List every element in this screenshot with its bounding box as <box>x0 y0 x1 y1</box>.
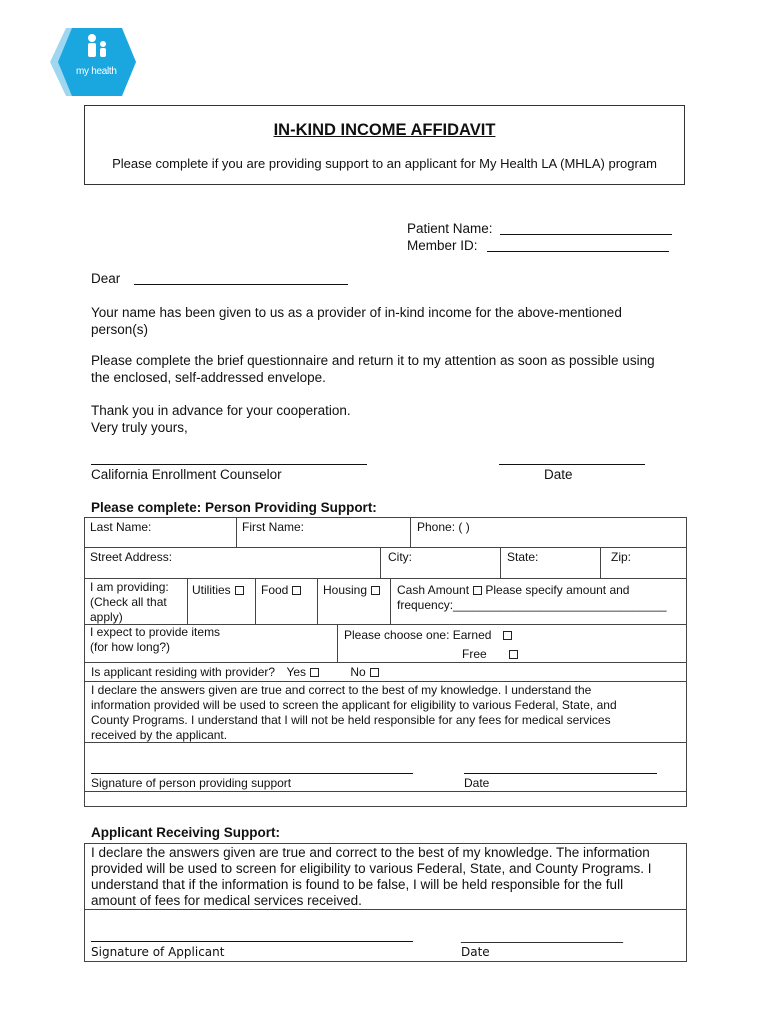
applicant-date-line[interactable]: ___________________________ <box>461 929 623 943</box>
food-option: Food <box>261 583 301 597</box>
frequency-field[interactable]: frequency:________________________________ <box>397 598 667 612</box>
applicant-signature-line[interactable] <box>91 941 413 942</box>
utilities-option: Utilities <box>192 583 244 597</box>
free-checkbox[interactable] <box>509 650 518 659</box>
state-label: State: <box>507 550 539 564</box>
logo-hexagon-icon <box>50 28 136 96</box>
patient-name-field[interactable] <box>500 234 672 235</box>
applicant-heading: Applicant Receiving Support: <box>91 825 281 840</box>
residing-question: Is applicant residing with provider? Yes No <box>91 665 379 679</box>
cash-option: Cash Amount Please specify amount and frequency:________________________________ <box>397 583 682 613</box>
my-health-la-logo <box>50 28 136 96</box>
cash-checkbox[interactable] <box>473 586 482 595</box>
patient-name-label: Patient Name: <box>407 221 493 236</box>
provider-signature-line[interactable] <box>91 773 413 774</box>
free-option: Free <box>462 647 518 661</box>
header-box <box>84 105 685 185</box>
providing-label: I am providing: (Check all that apply) <box>90 580 169 624</box>
no-checkbox[interactable] <box>370 668 379 677</box>
earned-checkbox[interactable] <box>503 631 512 640</box>
page-title: IN-KIND INCOME AFFIDAVIT <box>273 121 496 139</box>
earned-option: Please choose one: Earned <box>344 628 512 642</box>
first-name-label: First Name: <box>242 520 305 534</box>
provider-date-line[interactable] <box>464 773 657 774</box>
city-label: City: <box>388 550 412 564</box>
letter-paragraph-3: Thank you in advance for your cooperation. Very truly yours, <box>91 403 351 435</box>
counselor-date-line[interactable] <box>499 464 645 465</box>
provider-empty-row <box>84 791 687 807</box>
phone-label: Phone: ( ) <box>417 520 470 534</box>
yes-checkbox[interactable] <box>310 668 319 677</box>
counselor-date-label: Date <box>544 467 573 482</box>
utilities-checkbox[interactable] <box>235 586 244 595</box>
food-checkbox[interactable] <box>292 586 301 595</box>
letter-paragraph-2: Please complete the brief questionnaire and return it to my attention as soon as possible using the enclosed, self-addressed envelope. <box>91 353 655 385</box>
provider-declaration: I declare the answers given are true and correct to the best of my knowledge. I understand the information provided will be used to screen the applicant for eligibility to various Federal, State, and County Programs. I understand that I will not be held responsible for any fees for medical services received by the applicant. <box>91 683 617 742</box>
applicant-signature-label: Signature of Applicant <box>91 945 225 959</box>
counselor-label: California Enrollment Counselor <box>91 467 282 482</box>
expect-label: I expect to provide items (for how long?) <box>90 625 221 654</box>
dear-label: Dear <box>91 271 121 286</box>
street-label: Street Address: <box>90 550 173 564</box>
dear-name-field[interactable] <box>134 284 348 285</box>
provider-signature-label: Signature of person providing support <box>91 776 292 790</box>
zip-label: Zip: <box>611 550 632 564</box>
member-id-label: Member ID: <box>407 238 478 253</box>
applicant-date-label: Date <box>461 945 490 959</box>
counselor-signature-line[interactable] <box>91 464 367 465</box>
page-subtitle: Please complete if you are providing support to an applicant for My Health LA (MHLA) program <box>112 156 657 171</box>
logo-text: my health <box>76 66 117 77</box>
housing-option: Housing <box>323 583 380 597</box>
applicant-declaration: I declare the answers given are true and correct to the best of my knowledge. The information provided will be used to screen for eligibility to various Federal, State, and County Programs. I understand that if the information is found to be false, I will be held responsible for the full amount of fees for medical services received. <box>91 845 652 908</box>
provider-date-label: Date <box>464 776 490 790</box>
letter-paragraph-1: Your name has been given to us as a provider of in-kind income for the above-mentioned person(s) <box>91 305 622 337</box>
member-id-field[interactable] <box>487 251 669 252</box>
provider-heading: Please complete: Person Providing Support: <box>91 500 377 515</box>
housing-checkbox[interactable] <box>371 586 380 595</box>
last-name-label: Last Name: <box>90 520 152 534</box>
